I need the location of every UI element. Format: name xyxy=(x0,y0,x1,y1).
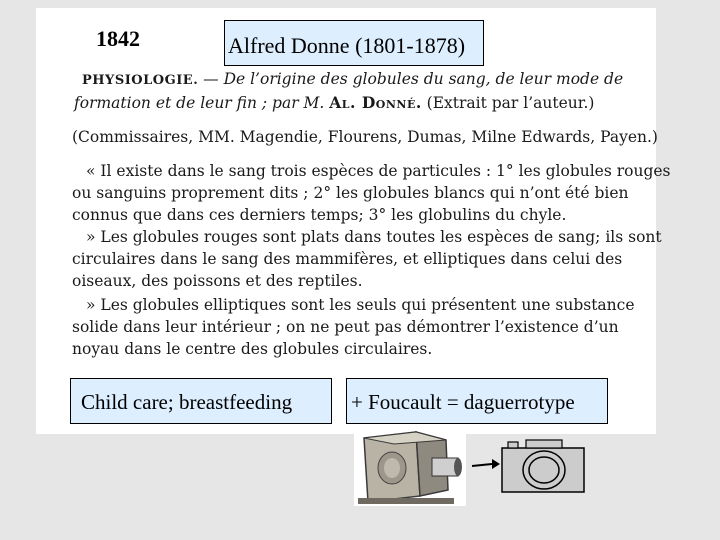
scan-line-9: oiseaux, des poissons et des reptiles. xyxy=(72,272,363,290)
caption-childcare: Child care; breastfeeding xyxy=(70,378,332,424)
title-box: Alfred Donne (1801-1878) xyxy=(224,20,484,66)
scan-line-2-part-a: formation et de leur fin ; par M. xyxy=(74,94,330,112)
camera-icon xyxy=(500,438,588,494)
scan-line-2 xyxy=(74,92,594,114)
scan-line-8: circulaires dans le sang des mammifères, et elliptiques dans celui des xyxy=(72,250,623,268)
scan-line-4: « Il existe dans le sang trois espèces de particules : 1° les globules rouges xyxy=(86,162,671,180)
arrow-right-icon xyxy=(470,454,500,474)
scan-line-11: solide dans leur intérieur ; on ne peut pas démontrer l’existence d’un xyxy=(72,318,619,336)
year-label: 1842 xyxy=(96,26,140,51)
scan-heading: PHYSIOLOGIE. xyxy=(82,73,199,88)
scan-line-10: » Les globules elliptiques sont les seuls qui présentent une substance xyxy=(86,296,635,314)
scan-line-2-part-c: (Extrait par l’auteur.) xyxy=(421,94,595,112)
scanned-text xyxy=(68,66,671,366)
scan-heading-title: — De l’origine des globules du sang, de leur mode de xyxy=(198,70,624,88)
scan-line-3: (Commissaires, MM. Magendie, Flourens, Dumas, Milne Edwards, Payen.) xyxy=(72,128,658,146)
scan-line-7: » Les globules rouges sont plats dans toutes les espèces de sang; ils sont xyxy=(86,228,662,246)
scan-line-6: connus que dans ces derniers temps; 3° les globulins du chyle. xyxy=(72,206,567,224)
daguerreotype-camera-photo xyxy=(354,424,466,506)
caption-daguerrotype: + Foucault = daguerrotype xyxy=(346,378,608,424)
scan-line-12: noyau dans le centre des globules circulaires. xyxy=(72,340,433,358)
scan-line-1 xyxy=(82,68,623,92)
scan-line-5: ou sanguins proprement dits ; 2° les globules blancs qui n’ont été bien xyxy=(72,184,629,202)
scan-author: Al. Donné. xyxy=(329,93,422,112)
